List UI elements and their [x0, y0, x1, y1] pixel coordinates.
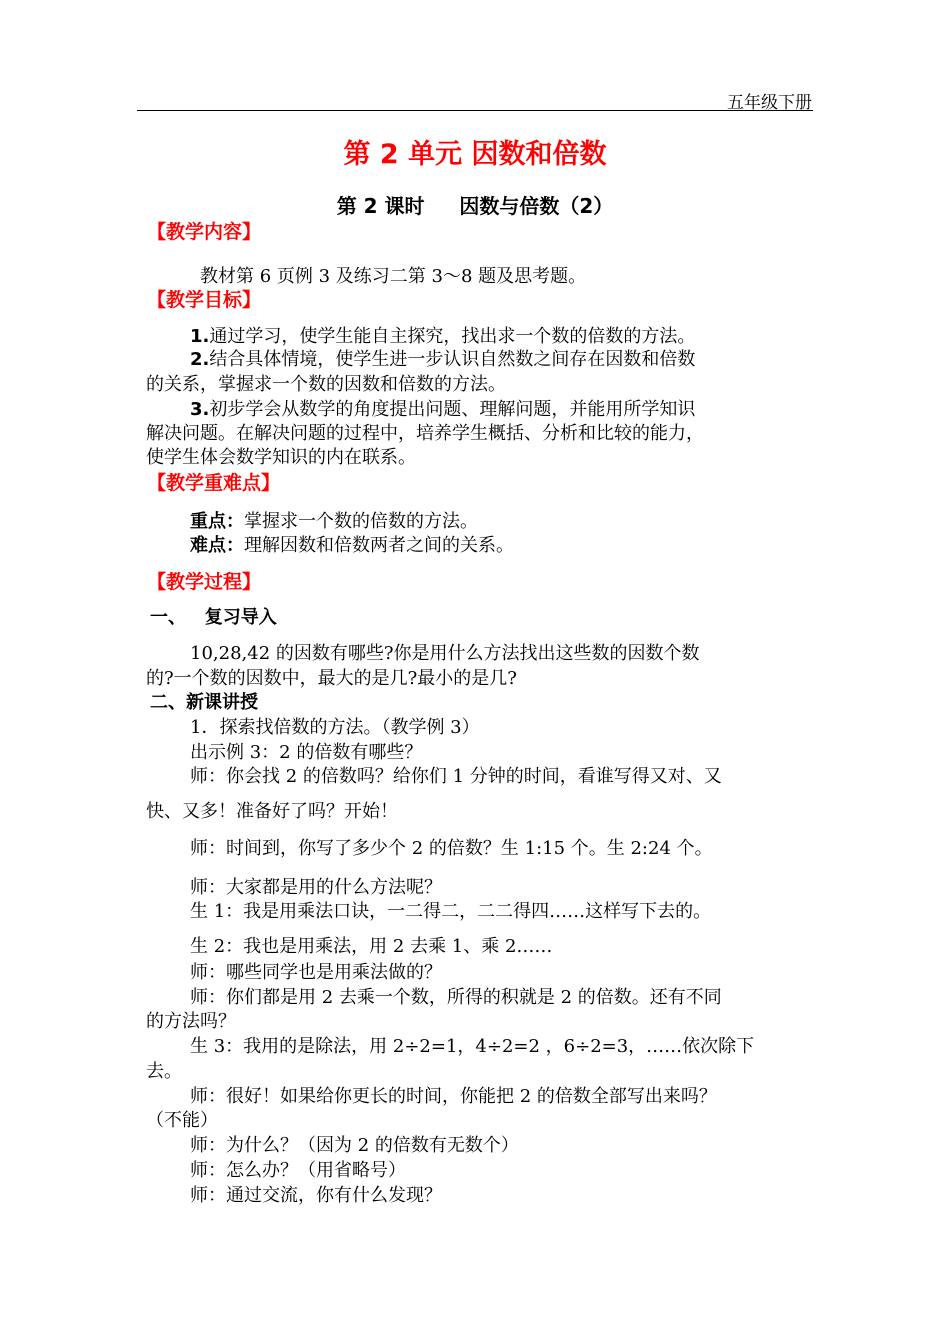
review-line-1: 10,28,42 的因数有哪些?你是用什么方法找出这些数的因数个数 — [190, 643, 700, 664]
process-line: 1．探索找倍数的方法。（教学例 3） — [190, 717, 480, 738]
unit-title: 第 2 单元 因数和倍数 — [343, 139, 607, 170]
content-text: 教材第 6 页例 3 及练习二第 3～8 题及思考题。 — [200, 266, 587, 287]
process-line: 生 1：我是用乘法口诀，一二得二，二二得四……这样写下去的。 — [190, 901, 712, 922]
header-rule — [137, 110, 813, 111]
goal-3-number: 3. — [190, 399, 210, 420]
process-line: 师：通过交流，你有什么发现？ — [190, 1185, 442, 1206]
part-2-heading: 二、新课讲授 — [150, 692, 258, 713]
process-line: 师：大家都是用的什么方法呢？ — [190, 877, 442, 898]
goal-2-line-2: 的关系，掌握求一个数的因数和倍数的方法。 — [146, 374, 506, 395]
focus-label: 重点： — [190, 511, 244, 532]
difficulty-text: 理解因数和倍数两者之间的关系。 — [244, 535, 514, 556]
goal-2-text-a: 结合具体情境，使学生进一步认识自然数之间存在因数和倍数 — [209, 349, 696, 370]
difficulty-label: 难点： — [190, 535, 244, 556]
process-line: 去。 — [146, 1061, 182, 1082]
process-line: 师：哪些同学也是用乘法做的？ — [190, 962, 442, 983]
section-goals-heading: 【教学目标】 — [147, 289, 262, 311]
focus-line — [190, 507, 478, 533]
goal-2-line-1 — [190, 345, 695, 371]
goal-1-text: 通过学习，使学生能自主探究，找出求一个数的倍数的方法。 — [209, 326, 696, 347]
section-process-heading: 【教学过程】 — [147, 571, 262, 593]
process-line: 出示例 3：2 的倍数有哪些？ — [190, 742, 423, 763]
section-keypoints-heading: 【教学重难点】 — [147, 472, 281, 494]
grade-label: 五年级下册 — [727, 93, 812, 113]
lesson-title: 第 2 课时 因数与倍数（2） — [336, 194, 614, 218]
process-line: 师：你会找 2 的倍数吗？给你们 1 分钟的时间，看谁写得又对、又 — [190, 766, 722, 787]
goal-1-number: 1. — [190, 326, 210, 347]
process-line: 的方法吗？ — [146, 1011, 236, 1032]
process-line: 师：时间到，你写了多少个 2 的倍数？生 1:15 个。生 2:24 个。 — [190, 838, 713, 859]
goal-3-line-1 — [190, 395, 695, 421]
process-line: 师：你们都是用 2 去乘一个数，所得的积就是 2 的倍数。还有不同 — [190, 987, 722, 1008]
section-content-heading: 【教学内容】 — [147, 221, 262, 243]
process-line: 快、又多！准备好了吗？开始！ — [146, 801, 398, 822]
review-line-2: 的?一个数的因数中，最大的是几?最小的是几? — [146, 668, 517, 689]
process-line: 师：很好！如果给你更长的时间，你能把 2 的倍数全部写出来吗？ — [190, 1086, 717, 1107]
goal-3-line-3: 使学生体会数学知识的内在联系。 — [146, 447, 416, 468]
goal-3-line-2: 解决问题。在解决问题的过程中，培养学生概括、分析和比较的能力， — [146, 423, 704, 444]
difficulty-line — [190, 531, 514, 557]
part-1-heading: 一、 复习导入 — [150, 607, 277, 628]
goal-2-number: 2. — [190, 349, 210, 370]
process-line: 师：怎么办？（用省略号） — [190, 1160, 406, 1181]
focus-text: 掌握求一个数的倍数的方法。 — [244, 511, 478, 532]
process-line: （不能） — [146, 1110, 218, 1131]
process-line: 生 2：我也是用乘法，用 2 去乘 1、乘 2…… — [190, 936, 553, 957]
goal-3-text-a: 初步学会从数学的角度提出问题、理解问题，并能用所学知识 — [209, 399, 696, 420]
process-line: 师：为什么？（因为 2 的倍数有无数个） — [190, 1135, 519, 1156]
process-line: 生 3：我用的是除法，用 2÷2=1，4÷2=2 ，6÷2=3，……依次除下 — [190, 1036, 755, 1057]
